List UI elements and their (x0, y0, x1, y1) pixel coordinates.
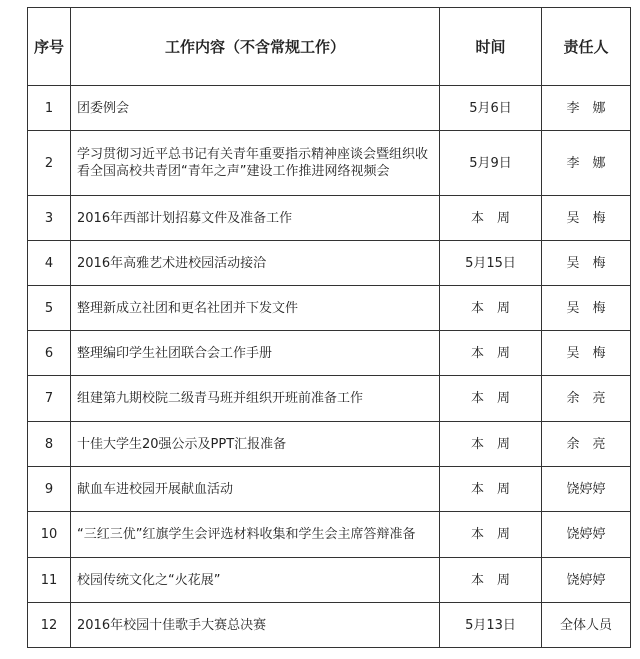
row-person: 全体人员 (542, 603, 631, 648)
table-row (28, 86, 631, 131)
row-number: 11 (28, 558, 71, 603)
row-number: 12 (28, 603, 71, 648)
row-time: 5月15日 (440, 241, 542, 286)
row-person: 余 亮 (542, 422, 631, 467)
row-content: 团委例会 (71, 86, 440, 131)
row-content: 2016年高雅艺术进校园活动接洽 (71, 241, 440, 286)
row-content: 2016年西部计划招募文件及准备工作 (71, 196, 440, 241)
row-content: 十佳大学生20强公示及PPT汇报准备 (71, 422, 440, 467)
row-number: 6 (28, 331, 71, 376)
row-number: 10 (28, 512, 71, 558)
row-number: 9 (28, 467, 71, 512)
row-number: 5 (28, 286, 71, 331)
row-content: 学习贯彻习近平总书记有关青年重要指示精神座谈会暨组织收看全国高校共青团“青年之声”建设工作推进网络视频会 (71, 131, 440, 196)
row-number: 1 (28, 86, 71, 131)
table-row (28, 196, 631, 241)
row-number: 8 (28, 422, 71, 467)
table-row (28, 131, 631, 196)
row-person: 李 娜 (542, 131, 631, 196)
table-row (28, 241, 631, 286)
row-person: 吴 梅 (542, 331, 631, 376)
table-header-row (28, 8, 631, 86)
row-person: 吴 梅 (542, 286, 631, 331)
work-plan-table (27, 7, 631, 648)
table-row (28, 603, 631, 648)
row-time: 本 周 (440, 376, 542, 422)
table-row (28, 376, 631, 422)
row-time: 5月6日 (440, 86, 542, 131)
work-plan-table-container (27, 7, 630, 648)
row-number: 4 (28, 241, 71, 286)
table-row (28, 558, 631, 603)
row-person: 吴 梅 (542, 196, 631, 241)
row-content: “三红三优”红旗学生会评选材料收集和学生会主席答辩准备 (71, 512, 440, 558)
row-number: 7 (28, 376, 71, 422)
row-time: 本 周 (440, 286, 542, 331)
row-time: 本 周 (440, 331, 542, 376)
row-time: 本 周 (440, 422, 542, 467)
table-row (28, 512, 631, 558)
row-content: 校园传统文化之“火花展” (71, 558, 440, 603)
row-content: 整理新成立社团和更名社团并下发文件 (71, 286, 440, 331)
row-content: 献血车进校园开展献血活动 (71, 467, 440, 512)
table-row (28, 467, 631, 512)
row-person: 饶婷婷 (542, 512, 631, 558)
row-person: 余 亮 (542, 376, 631, 422)
row-time: 本 周 (440, 196, 542, 241)
table-row (28, 331, 631, 376)
table-row (28, 422, 631, 467)
header-number: 序号 (28, 8, 71, 86)
header-content: 工作内容（不含常规工作） (71, 8, 440, 86)
row-content: 2016年校园十佳歌手大赛总决赛 (71, 603, 440, 648)
row-time: 本 周 (440, 512, 542, 558)
header-person: 责任人 (542, 8, 631, 86)
row-time: 本 周 (440, 467, 542, 512)
row-person: 吴 梅 (542, 241, 631, 286)
row-content: 整理编印学生社团联合会工作手册 (71, 331, 440, 376)
row-number: 2 (28, 131, 71, 196)
row-time: 5月13日 (440, 603, 542, 648)
row-person: 李 娜 (542, 86, 631, 131)
table-row (28, 286, 631, 331)
row-person: 饶婷婷 (542, 558, 631, 603)
row-number: 3 (28, 196, 71, 241)
row-person: 饶婷婷 (542, 467, 631, 512)
row-content: 组建第九期校院二级青马班并组织开班前准备工作 (71, 376, 440, 422)
row-time: 本 周 (440, 558, 542, 603)
row-time: 5月9日 (440, 131, 542, 196)
header-time: 时间 (440, 8, 542, 86)
